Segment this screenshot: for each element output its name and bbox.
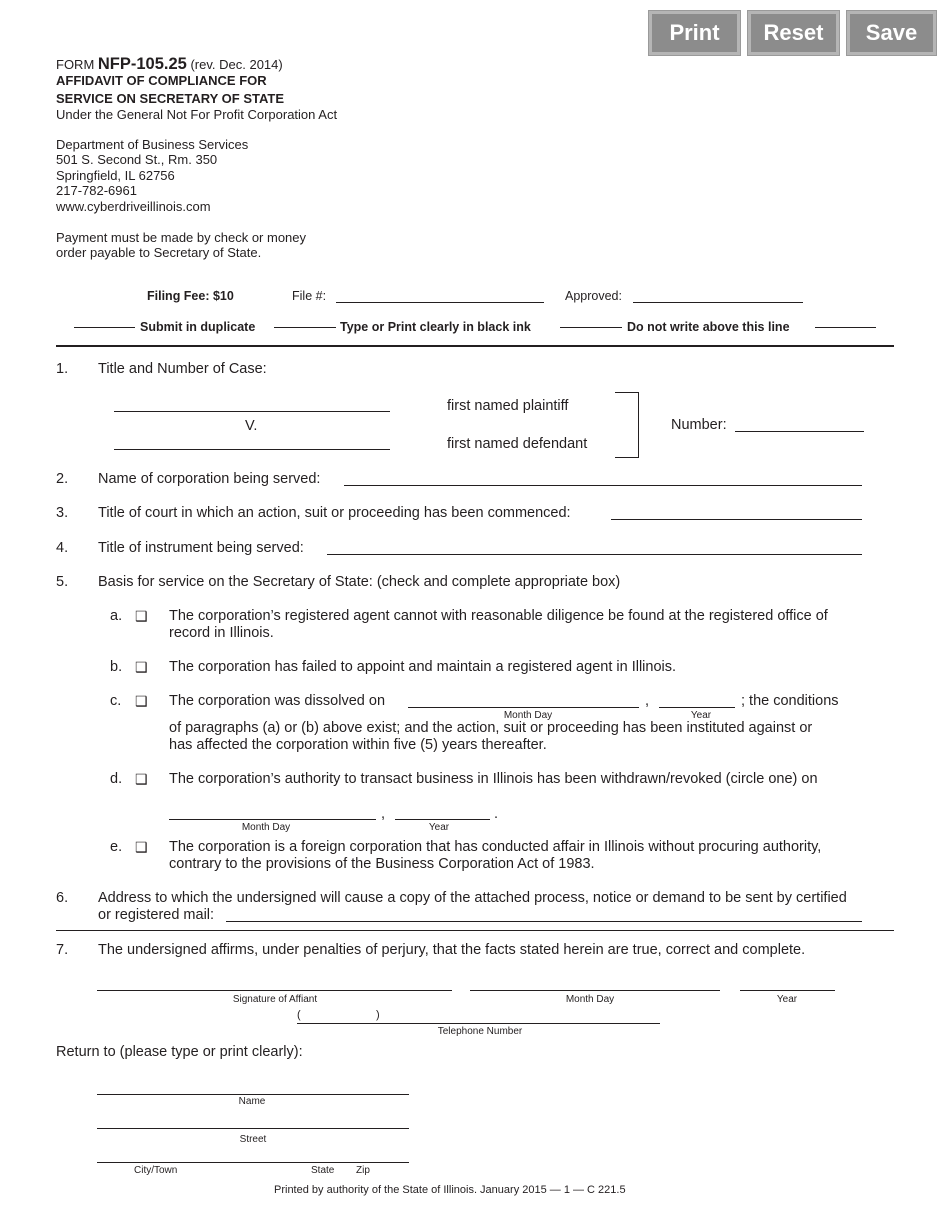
- return-street-caption: Street: [239, 1134, 267, 1145]
- signature-field[interactable]: [97, 990, 452, 991]
- item-6-text-line1: Address to which the undersigned will cause a copy of the attached process, notice or demand to be sent by certified: [98, 890, 847, 906]
- return-name-field[interactable]: [97, 1094, 409, 1095]
- dissolved-year-caption: Year: [690, 710, 712, 721]
- return-city-state-zip-field[interactable]: [97, 1162, 409, 1163]
- item-6-number: 6.: [56, 890, 69, 906]
- form-title-line1: AFFIDAVIT OF COMPLIANCE FOR: [56, 73, 267, 88]
- revoked-year-field[interactable]: [395, 819, 490, 820]
- plaintiff-field[interactable]: [114, 411, 390, 412]
- option-d-letter: d.: [110, 771, 123, 787]
- approved-line: [633, 302, 803, 303]
- revoked-month-day-field[interactable]: [169, 819, 376, 820]
- item-4-number: 4.: [56, 540, 69, 556]
- reset-button[interactable]: Reset: [748, 11, 839, 55]
- dept-street: 501 S. Second St., Rm. 350: [56, 152, 218, 167]
- option-e-text-line1: The corporation is a foreign corporation that has conducted affair in Illinois without procuring authority,: [169, 839, 822, 855]
- option-d-checkbox[interactable]: ❑: [135, 771, 148, 787]
- option-c-text-line2: of paragraphs (a) or (b) above exist; and the action, suit or proceeding has been instituted against or: [169, 720, 813, 736]
- option-a-text-line1: The corporation’s registered agent cannot with reasonable diligence be found at the registered office of: [169, 608, 828, 624]
- option-e-checkbox[interactable]: ❑: [135, 839, 148, 855]
- return-name-caption: Name: [238, 1096, 266, 1107]
- item-5-number: 5.: [56, 574, 69, 590]
- item-2-label: Name of corporation being served:: [98, 471, 321, 487]
- rule: [560, 327, 622, 328]
- option-d-text: The corporation’s authority to transact business in Illinois has been withdrawn/revoked (circle one) on: [169, 771, 818, 787]
- signature-caption: Signature of Affiant: [232, 994, 318, 1005]
- signature-year-field[interactable]: [740, 990, 835, 991]
- option-b-letter: b.: [110, 659, 123, 675]
- dept-website: www.cyberdriveillinois.com: [56, 199, 211, 214]
- item-2-number: 2.: [56, 471, 69, 487]
- instrument-title-field[interactable]: [327, 554, 862, 555]
- return-street-field[interactable]: [97, 1128, 409, 1129]
- item-4-label: Title of instrument being served:: [98, 540, 304, 556]
- rule: [74, 327, 135, 328]
- case-bracket: [615, 392, 639, 458]
- dept-city: Springfield, IL 62756: [56, 168, 175, 183]
- file-number-line: [336, 302, 544, 303]
- section-divider: [56, 345, 894, 347]
- dept-phone: 217-782-6961: [56, 183, 137, 198]
- option-a-checkbox[interactable]: ❑: [135, 608, 148, 624]
- dept-name: Department of Business Services: [56, 137, 249, 152]
- dissolved-year-field[interactable]: [659, 707, 735, 708]
- mailing-address-field[interactable]: [226, 921, 862, 922]
- item-1-number: 1.: [56, 361, 69, 377]
- case-number-label: Number:: [671, 417, 727, 433]
- return-to-label: Return to (please type or print clearly):: [56, 1044, 303, 1060]
- form-number: NFP-105.25: [97, 55, 187, 73]
- item-7-number: 7.: [56, 942, 69, 958]
- area-code-open-paren: (: [297, 1009, 301, 1021]
- signature-month-day-field[interactable]: [470, 990, 720, 991]
- do-not-write-note: Do not write above this line: [627, 320, 790, 334]
- section-divider: [56, 930, 894, 931]
- approved-label: Approved:: [565, 289, 622, 303]
- option-c-checkbox[interactable]: ❑: [135, 693, 148, 709]
- case-number-field[interactable]: [735, 431, 864, 432]
- option-d-period: .: [494, 806, 499, 822]
- item-3-number: 3.: [56, 505, 69, 521]
- dissolved-month-day-caption: Month Day: [503, 710, 553, 721]
- payment-line1: Payment must be made by check or money: [56, 230, 307, 245]
- form-subtitle: Under the General Not For Profit Corporation Act: [56, 107, 338, 122]
- print-button[interactable]: Print: [649, 11, 740, 55]
- option-b-text: The corporation has failed to appoint and maintain a registered agent in Illinois.: [169, 659, 677, 675]
- option-d-comma: ,: [381, 806, 386, 822]
- item-7-text: The undersigned affirms, under penalties of perjury, that the facts stated herein are true, correct and complete.: [98, 942, 806, 958]
- file-number-label: File #:: [292, 289, 327, 303]
- item-3-label: Title of court in which an action, suit or proceeding has been commenced:: [98, 505, 571, 521]
- rule: [274, 327, 336, 328]
- option-e-text-line2: contrary to the provisions of the Business Corporation Act of 1983.: [169, 856, 595, 872]
- item-5-label: Basis for service on the Secretary of State: (check and complete appropriate box): [98, 574, 621, 590]
- item-6-text-line2: or registered mail:: [98, 907, 215, 923]
- telephone-caption: Telephone Number: [437, 1026, 523, 1037]
- court-title-field[interactable]: [611, 519, 862, 520]
- option-b-checkbox[interactable]: ❑: [135, 659, 148, 675]
- option-c-text1: The corporation was dissolved on: [169, 693, 386, 709]
- return-zip-caption: Zip: [356, 1165, 370, 1176]
- save-button[interactable]: Save: [847, 11, 936, 55]
- telephone-field[interactable]: [297, 1023, 660, 1024]
- dissolved-month-day-field[interactable]: [408, 707, 639, 708]
- payment-line2: order payable to Secretary of State.: [56, 245, 262, 260]
- return-city-caption: City/Town: [134, 1165, 178, 1176]
- submit-duplicate-note: Submit in duplicate: [140, 320, 256, 334]
- signature-year-caption: Year: [776, 994, 798, 1005]
- option-a-letter: a.: [110, 608, 123, 624]
- rule: [815, 327, 876, 328]
- defendant-field[interactable]: [114, 449, 390, 450]
- plaintiff-label: first named plaintiff: [447, 398, 569, 414]
- defendant-label: first named defendant: [447, 436, 588, 452]
- revoked-month-day-caption: Month Day: [241, 822, 291, 833]
- corporation-name-field[interactable]: [344, 485, 862, 486]
- versus-label: V.: [245, 418, 258, 434]
- item-1-label: Title and Number of Case:: [98, 361, 267, 377]
- option-c-comma: ,: [645, 693, 650, 709]
- form-revision: (rev. Dec. 2014): [186, 57, 283, 72]
- form-title-line2: SERVICE ON SECRETARY OF STATE: [56, 91, 285, 106]
- form-prefix: FORM: [56, 57, 98, 72]
- signature-month-day-caption: Month Day: [565, 994, 615, 1005]
- option-a-text-line2: record in Illinois.: [169, 625, 274, 641]
- revoked-year-caption: Year: [428, 822, 450, 833]
- footer-printed-by: Printed by authority of the State of Illinois. January 2015 — 1 — C 221.5: [274, 1184, 626, 1196]
- print-clearly-note: Type or Print clearly in black ink: [340, 320, 531, 334]
- return-state-caption: State: [311, 1165, 335, 1176]
- form-id: [56, 55, 283, 74]
- option-e-letter: e.: [110, 839, 123, 855]
- option-c-letter: c.: [110, 693, 122, 709]
- option-c-text-line3: has affected the corporation within five (5) years thereafter.: [169, 737, 547, 753]
- option-c-text2: ; the conditions: [741, 693, 839, 709]
- filing-fee: Filing Fee: $10: [147, 289, 234, 303]
- area-code-close-paren: ): [376, 1009, 380, 1021]
